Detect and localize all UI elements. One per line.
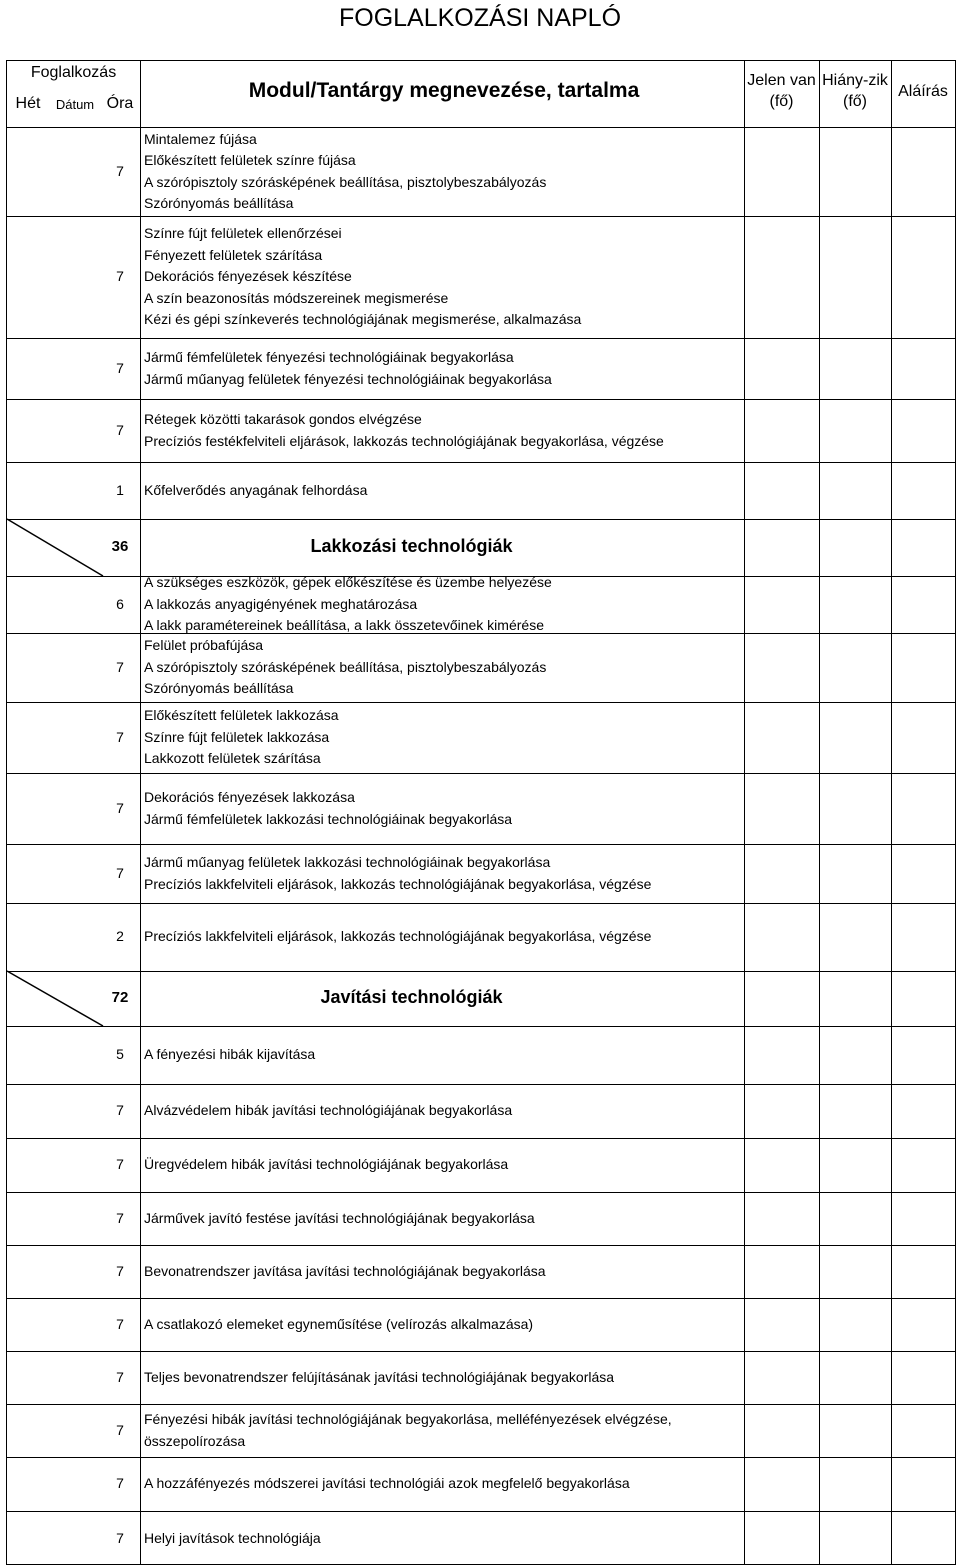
content-line: A szín beazonosítás módszereinek megismerése [144, 289, 449, 306]
row-content [144, 1314, 693, 1336]
row-hours: 5 [116, 1046, 124, 1062]
content-line: A fényezési hibák kijavítása [144, 1046, 316, 1063]
content-line: Bevonatrendszer javítása javítási technológiájának begyakorlása [144, 1262, 546, 1279]
row-divider [7, 1511, 955, 1512]
row-divider [7, 1245, 955, 1246]
row-content [144, 926, 693, 948]
content-line: Felület próbafújása [144, 637, 264, 654]
row-hours: 7 [116, 799, 124, 816]
row-content [144, 1261, 693, 1283]
row-hours: 7 [116, 421, 124, 438]
row-divider [7, 844, 955, 845]
diagonal-line [7, 519, 103, 576]
section-hours: 36 [111, 537, 129, 555]
row-hours: 7 [116, 728, 124, 745]
row-hours: 7 [116, 268, 124, 284]
row-divider [7, 903, 955, 904]
content-line: Mintalemez fújása [144, 130, 257, 147]
content-line: A hozzáfényezés módszerei javítási technológiái azok megfelelő begyakorlása [144, 1475, 630, 1492]
column-divider [140, 61, 141, 1564]
row-content [144, 1044, 693, 1066]
content-line: Üregvédelem hibák javítási technológiájának begyakorlása [144, 1156, 509, 1173]
content-line: Precíziós lakkfelviteli eljárások, lakkozás technológiájának begyakorlása, végzése [144, 875, 652, 892]
row-hours: 7 [116, 1102, 124, 1118]
log-table [6, 60, 956, 1565]
row-divider [7, 971, 955, 972]
column-divider [744, 61, 745, 1564]
row-content [144, 1208, 693, 1230]
column-divider [819, 61, 820, 1564]
row-hours: 7 [116, 1315, 124, 1332]
content-line: Jármű fémfelületek fényezési technológiáinak begyakorlása [144, 349, 514, 365]
row-hours: 7 [116, 658, 124, 675]
content-line: Helyi javítások technológiája [144, 1529, 321, 1546]
row-hours: 7 [116, 1421, 124, 1438]
content-line: Szórónyomás beállítása [144, 195, 294, 211]
header-modul: Modul/Tantárgy megnevezése, tartalma [248, 79, 640, 102]
content-line: A lakk paramétereinek beállítása, a lakk összetevőinek kimérése [144, 617, 544, 634]
row-hours: 7 [116, 1529, 124, 1546]
row-content [144, 852, 693, 895]
content-line: Fényezett felületek szárítása [144, 246, 323, 263]
header-datum: Dátum [55, 97, 95, 112]
content-line: Színre fújt felületek lakkozása [144, 728, 330, 745]
row-divider [7, 1138, 955, 1139]
column-divider [891, 61, 892, 1564]
header-ora: Óra [106, 95, 134, 112]
content-line: Precíziós festékfelviteli eljárások, lakkozás technológiájának begyakorlása, végzése [144, 432, 664, 449]
row-divider [7, 1298, 955, 1299]
content-line: Előkészített felületek színre fújása [144, 152, 356, 168]
row-divider [7, 1084, 955, 1085]
row-hours: 7 [116, 1156, 124, 1172]
row-content [144, 1367, 693, 1389]
content-line: A csatlakozó elemeket egyneműsítése (velírozás alkalmazása) [144, 1315, 534, 1332]
content-line: Dekorációs fényezések készítése [144, 268, 352, 285]
row-content [144, 1100, 693, 1122]
row-divider [7, 773, 955, 774]
row-hours: 2 [116, 928, 124, 944]
row-content [144, 347, 693, 390]
row-divider [7, 1192, 955, 1193]
row-content [144, 223, 693, 331]
row-content [144, 705, 693, 770]
header-hianyzik: Hiány-zik (fő) [822, 72, 888, 110]
diagonal-line [7, 971, 103, 1026]
content-line: A szórópisztoly szórásképének beállítása, pisztolybeszabályozás [144, 658, 547, 675]
content-line: Járművek javító festése javítási technológiájának begyakorlása [144, 1209, 535, 1226]
row-content [144, 1473, 693, 1495]
row-content [144, 1154, 693, 1176]
page-title: FOGLALKOZÁSI NAPLÓ [338, 4, 622, 32]
row-divider [7, 519, 955, 520]
content-line: Jármű fémfelületek lakkozási technológiáinak begyakorlása [144, 810, 513, 827]
row-content [144, 635, 693, 700]
content-line: Kézi és gépi színkeverés technológiájának megismerése, alkalmazása [144, 311, 582, 328]
row-divider [7, 338, 955, 339]
row-hours: 7 [116, 1368, 124, 1385]
row-hours: 6 [116, 595, 124, 612]
row-divider [7, 1026, 955, 1027]
row-divider [7, 399, 955, 400]
section-title: Lakkozási technológiák [310, 535, 513, 556]
content-line: Szórónyomás beállítása [144, 680, 294, 697]
row-content [144, 1409, 693, 1452]
header-het: Hét [15, 95, 41, 112]
row-hours: 7 [116, 1262, 124, 1279]
row-content [144, 129, 693, 215]
content-line: Jármű műanyag felületek fényezési technológiáinak begyakorlása [144, 370, 552, 387]
content-line: A lakkozás anyagigényének meghatározása [144, 595, 418, 612]
header-jelen-van: Jelen van (fő) [747, 72, 816, 110]
content-line: Alvázvédelem hibák javítási technológiájának begyakorlása [144, 1102, 513, 1119]
content-line: Precíziós lakkfelviteli eljárások, lakkozás technológiájának begyakorlása, végzése [144, 928, 652, 945]
row-content [144, 1528, 693, 1550]
content-line: Lakkozott felületek szárítása [144, 750, 321, 767]
content-line: Fényezési hibák javítási technológiájának begyakorlása, melléfényezések elvégzése, [144, 1411, 672, 1427]
row-content [144, 572, 693, 637]
section-hours: 72 [111, 988, 129, 1006]
content-line: Kőfelverődés anyagának felhordása [144, 481, 368, 498]
row-hours: 1 [116, 481, 124, 498]
row-hours: 7 [116, 359, 124, 376]
row-divider [7, 1457, 955, 1458]
content-line: Rétegek közötti takarások gondos elvégzése [144, 411, 422, 427]
row-hours: 7 [116, 1475, 124, 1491]
row-divider [7, 702, 955, 703]
content-line: A szórópisztoly szórásképének beállítása, pisztolybeszabályozás [144, 173, 547, 190]
content-line: Dekorációs fényezések lakkozása [144, 789, 355, 805]
header-alairas: Aláírás [898, 83, 948, 100]
header-foglalkozas: Foglalkozás [30, 64, 117, 81]
row-hours: 7 [116, 162, 124, 179]
content-line: Jármű műanyag felületek lakkozási technológiáinak begyakorlása [144, 854, 551, 870]
section-title: Javítási technológiák [320, 986, 503, 1007]
content-line: A szükséges eszközök, gépek előkészítése és üzembe helyezése [144, 574, 552, 591]
content-line: Teljes bevonatrendszer felújításának javítási technológiájának begyakorlása [144, 1368, 615, 1385]
content-line: Előkészített felületek lakkozása [144, 707, 339, 724]
row-hours: 7 [116, 864, 124, 881]
row-hours: 7 [116, 1209, 124, 1226]
row-content [144, 787, 693, 830]
row-divider [7, 1404, 955, 1405]
row-divider [7, 462, 955, 463]
row-divider [7, 216, 955, 217]
content-line: összepolírozása [144, 1432, 246, 1449]
row-content [144, 409, 693, 452]
content-line: Színre fújt felületek ellenőrzései [144, 225, 342, 242]
row-divider [7, 1351, 955, 1352]
row-content [144, 480, 693, 502]
